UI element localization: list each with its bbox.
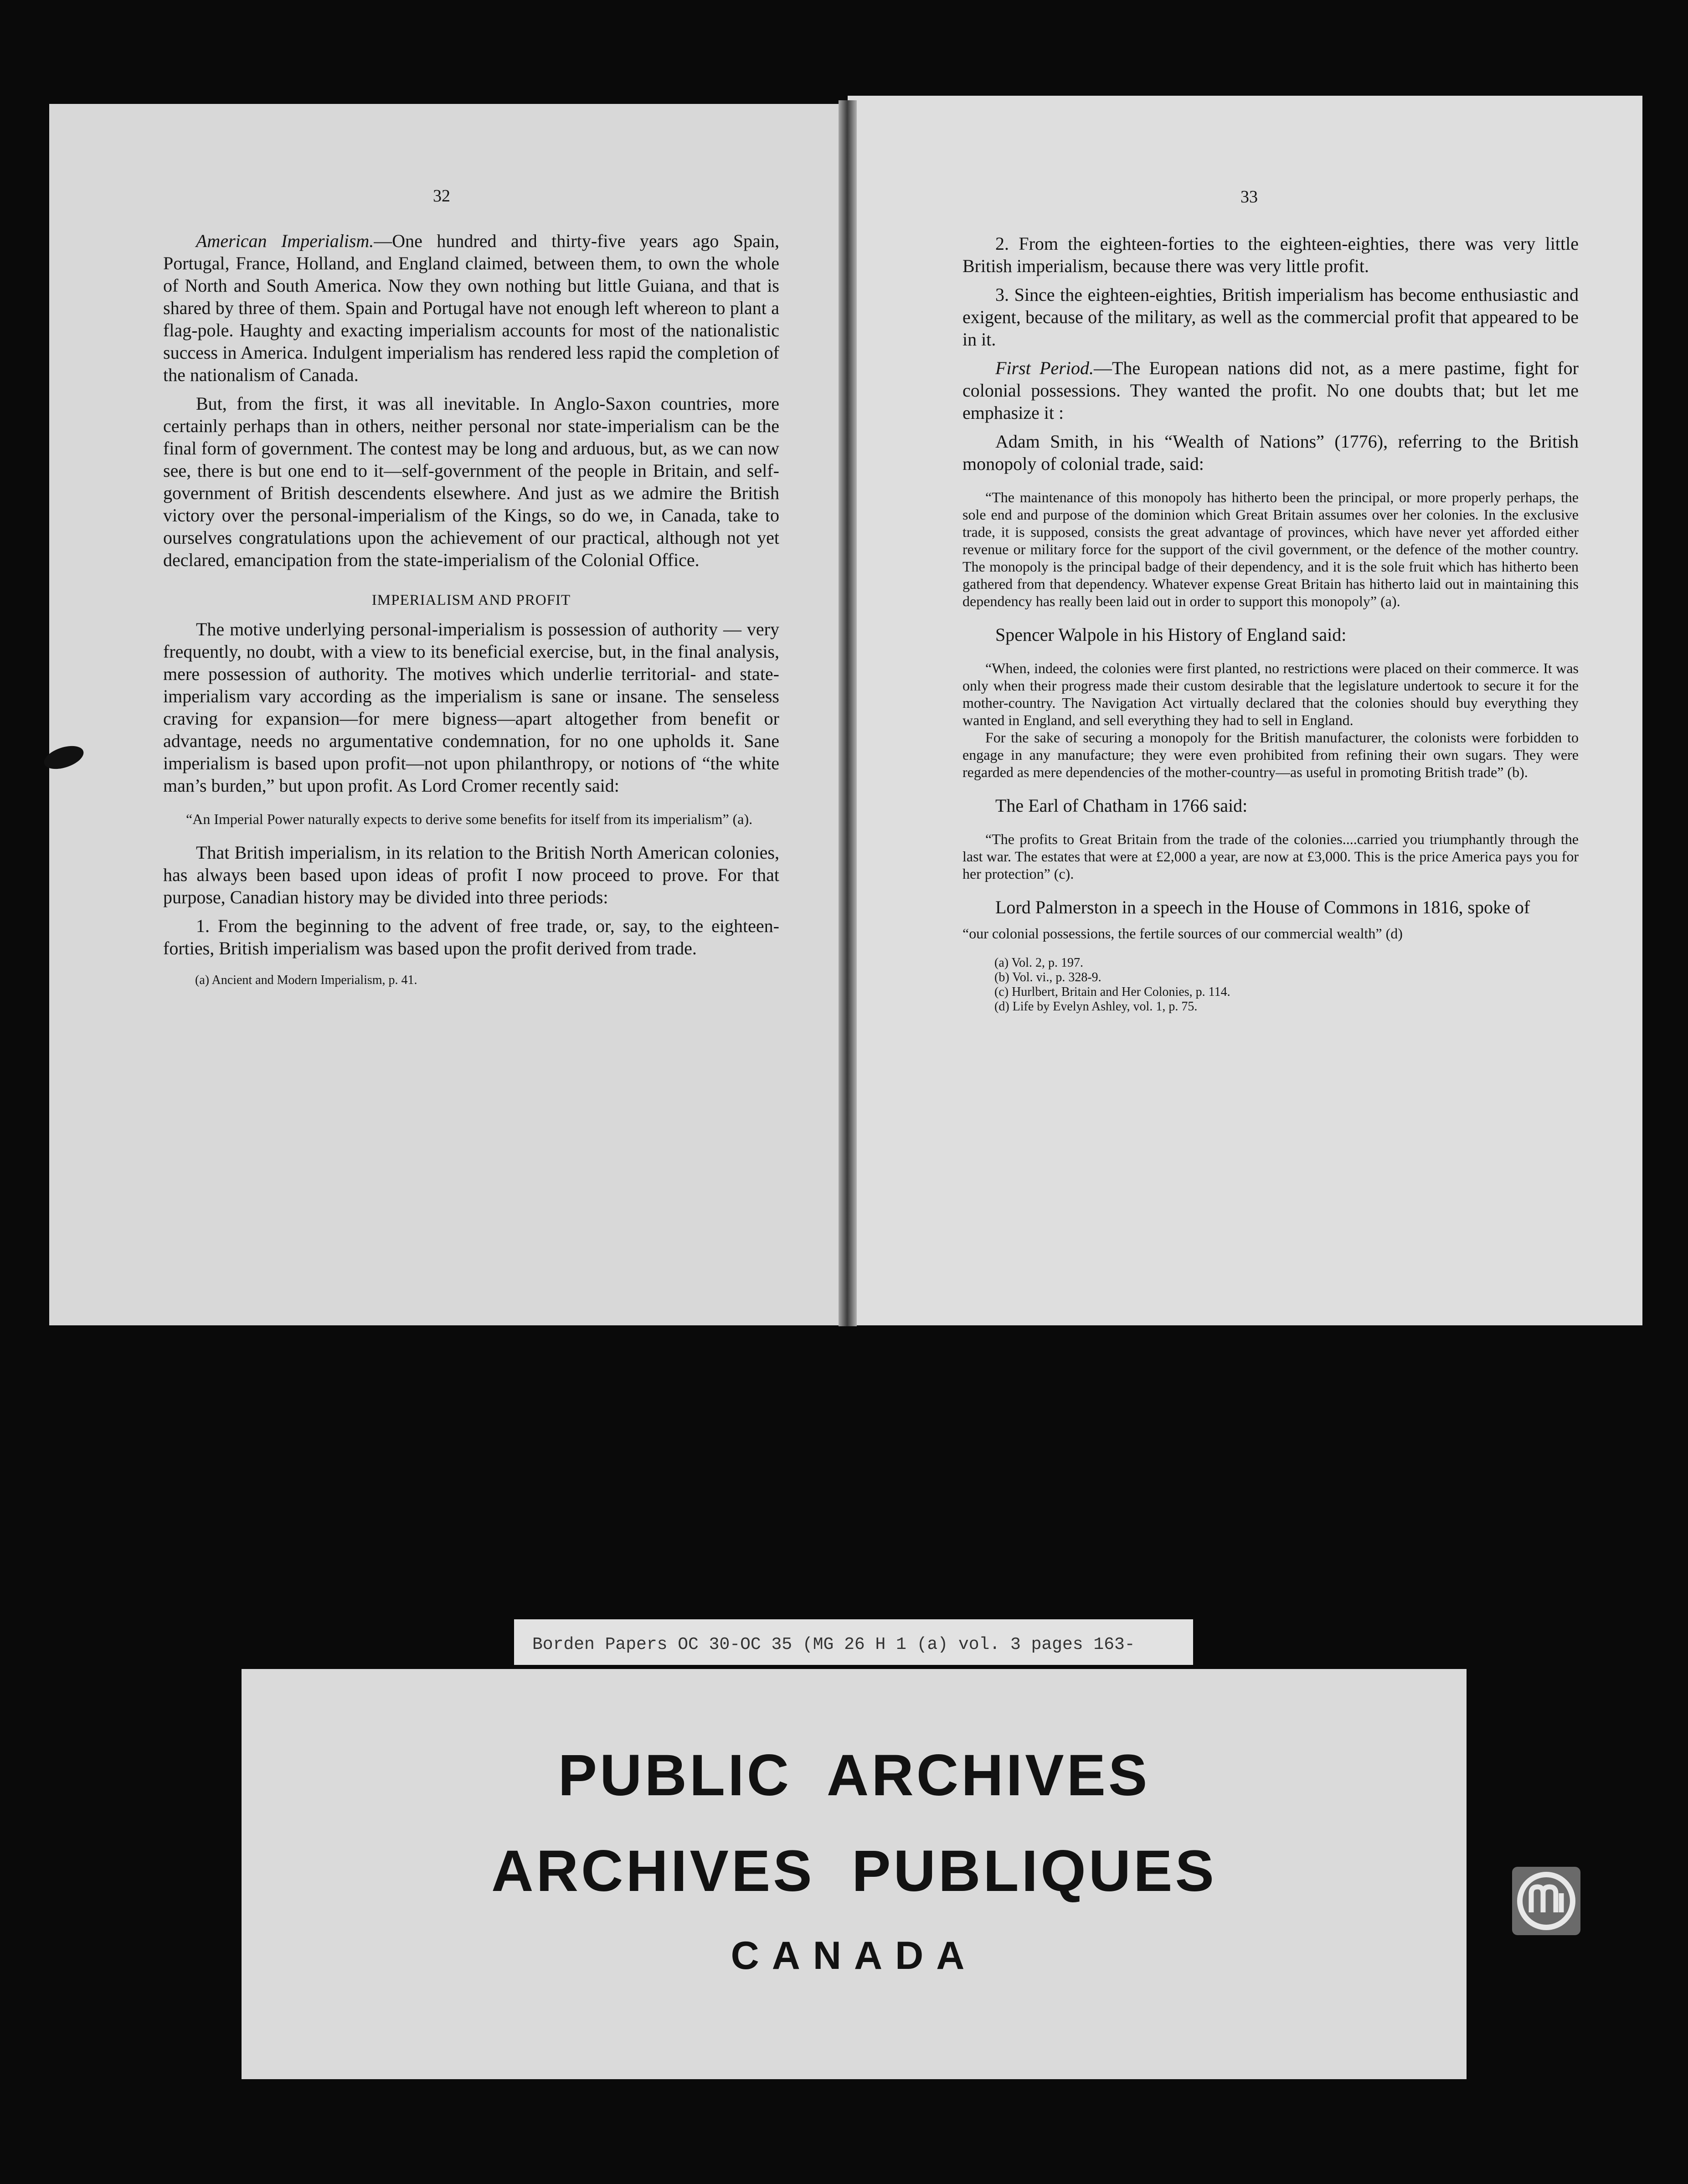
paragraph: 1. From the beginning to the advent of free trade, or, say, to the eighteen-forties, British imperialism was based upon the profit derived from trade. [163,916,779,958]
section-heading: IMPERIALISM AND PROFIT [371,592,571,608]
paragraph: The Earl of Chatham in 1766 said: [995,795,1248,816]
block-quote: “The profits to Great Britain from the trade of the colonies....carried you triumphantly through the last war. The estates that were at £2,000 a year, are now at £3,000. This is the price America pays you for her protection” (c). [962,831,1579,882]
footnote: (c) Hurlbert, Britain and Her Colonies, p. 114. [994,985,1230,999]
block-quote: “When, indeed, the colonies were first planted, no restrictions were placed on their commerce. It was only when their progress made their custom desirable that the legislature undertook to secure it for the mother-country. The Navigation Act virtually declared that the colonies should buy everything they wanted in England, and sell everything they had to sell in England. For the sake of securing a monopoly for the British manufacturer, the colonists were forbidden to engage in any manufacture; they were even prohibited from refining their own sugars. They were regarded as mere dependencies of the mother-country—as useful in promoting British trade” (b). [962,660,1579,780]
footnote: (d) Life by Evelyn Ashley, vol. 1, p. 75. [994,999,1198,1014]
paragraph: But, from the first, it was all inevitable. In Anglo-Saxon countries, more certainly perhaps than in others, neither personal nor state-imperialism can be the final form of government. The contest may be long and arduous, but, as we can now see, there is but one end to it—self-government of the people in Britain, and self-government of British descendents elsewhere. And just as we admire the British victory over the personal-imperialism of the Kings, so do we, in Canada, take to ourselves congratulations upon the achievement of our practical, although not yet declared, emancipation from the state-imperialism of the Colonial Office. [163,393,779,570]
microfilm-logo-icon [1512,1867,1580,1935]
page-number: 32 [433,186,450,206]
paragraph: Spencer Walpole in his History of England said: [995,624,1347,645]
block-quote: “An Imperial Power naturally expects to derive some benefits for itself from its imperialism” (a). [186,811,753,827]
paragraph: The motive underlying personal-imperialism is possession of authority — very frequently, no doubt, with a view to its beneficial exercise, but, in the final analysis, mere possession of authority. The motives which underlie territorial- and state-imperialism vary according as the imperialism is sane or insane. The senseless craving for expansion—for mere bigness—apart altogether from benefit or advantage, needs no argumentative condemnation, for no one upholds it. Sane imperialism is based upon profit—not upon philanthropy, or notions of “the white man’s burden,” but upon profit. As Lord Cromer recently said: [163,619,779,796]
footnote: (b) Vol. vi., p. 328-9. [994,970,1101,984]
page-number: 33 [1240,187,1258,206]
archive-card-line: ARCHIVES PUBLIQUES [491,1839,1217,1904]
run-in-heading: First Period. [995,358,1094,378]
block-quote: “The maintenance of this monopoly has hitherto been the principal, or more properly perhaps, the sole end and purpose of the dominion which Great Britain assumes over her colonies. In the exclusive trade, it is supposed, consists the great advantage of provinces, which have never yet afforded either revenue or military force for the support of the civil government, or the defence of the mother country. The monopoly is the principal badge of their dependency, and it is the sole fruit which has hitherto been gathered from that dependency. Whatever expense Great Britain has hitherto laid out in maintaining this dependency has really been laid out in order to support this monopoly” (a). [962,489,1579,609]
book-gutter [839,100,857,1326]
archive-card-line: CANADA [731,1934,978,1978]
left-page [49,104,848,1325]
paragraph: 3. Since the eighteen-eighties, British imperialism has become enthusiastic and exigent, because of the military, as well as the commercial profit that appeared to be in it. [962,284,1579,350]
run-in-heading: American Imperialism. [196,231,374,251]
footnotes [962,956,1579,1014]
archive-card-line: PUBLIC ARCHIVES [558,1743,1150,1808]
right-page [848,96,1642,1325]
paragraph: Lord Palmerston in a speech in the House of Commons in 1816, spoke of [995,897,1530,917]
footnote: (a) Ancient and Modern Imperialism, p. 41. [195,973,417,987]
archive-reference-label: Borden Papers OC 30-OC 35 (MG 26 H 1 (a) vol. 3 pages 163- [514,1619,1193,1665]
paragraph: First Period.—The European nations did not, as a mere pastime, fight for colonial possessions. They wanted the profit. No one doubts that; but let me emphasize it : [962,358,1579,423]
block-quote: “our colonial possessions, the fertile sources of our commercial wealth” (d) [962,925,1403,942]
paragraph: Adam Smith, in his “Wealth of Nations” (1776), referring to the British monopoly of colonial trade, said: [962,431,1579,474]
footnote: (a) Vol. 2, p. 197. [994,956,1083,970]
paragraph: 2. From the eighteen-forties to the eighteen-eighties, there was very little British imperialism, because there was very little profit. [962,233,1579,276]
right-page-body [962,232,1579,1014]
paragraph: That British imperialism, in its relation to the British North American colonies, has always been based upon ideas of profit I now proceed to prove. For that purpose, Canadian history may be divided into three periods: [163,842,779,907]
paragraph: American Imperialism.—One hundred and thirty-five years ago Spain, Portugal, France, Holland, and England claimed, between them, to own the whole of North and South America. Now they own nothing but little Guiana, and that is shared by three of them. Spain and Portugal have not enough left whereon to plant a flag-pole. Haughty and exacting imperialism accounts for most of the nationalistic success in America. Indulgent imperialism has rendered less rapid the completion of the nationalism of Canada. [163,231,779,385]
left-page-body [163,230,779,988]
archive-card [242,1669,1467,2079]
